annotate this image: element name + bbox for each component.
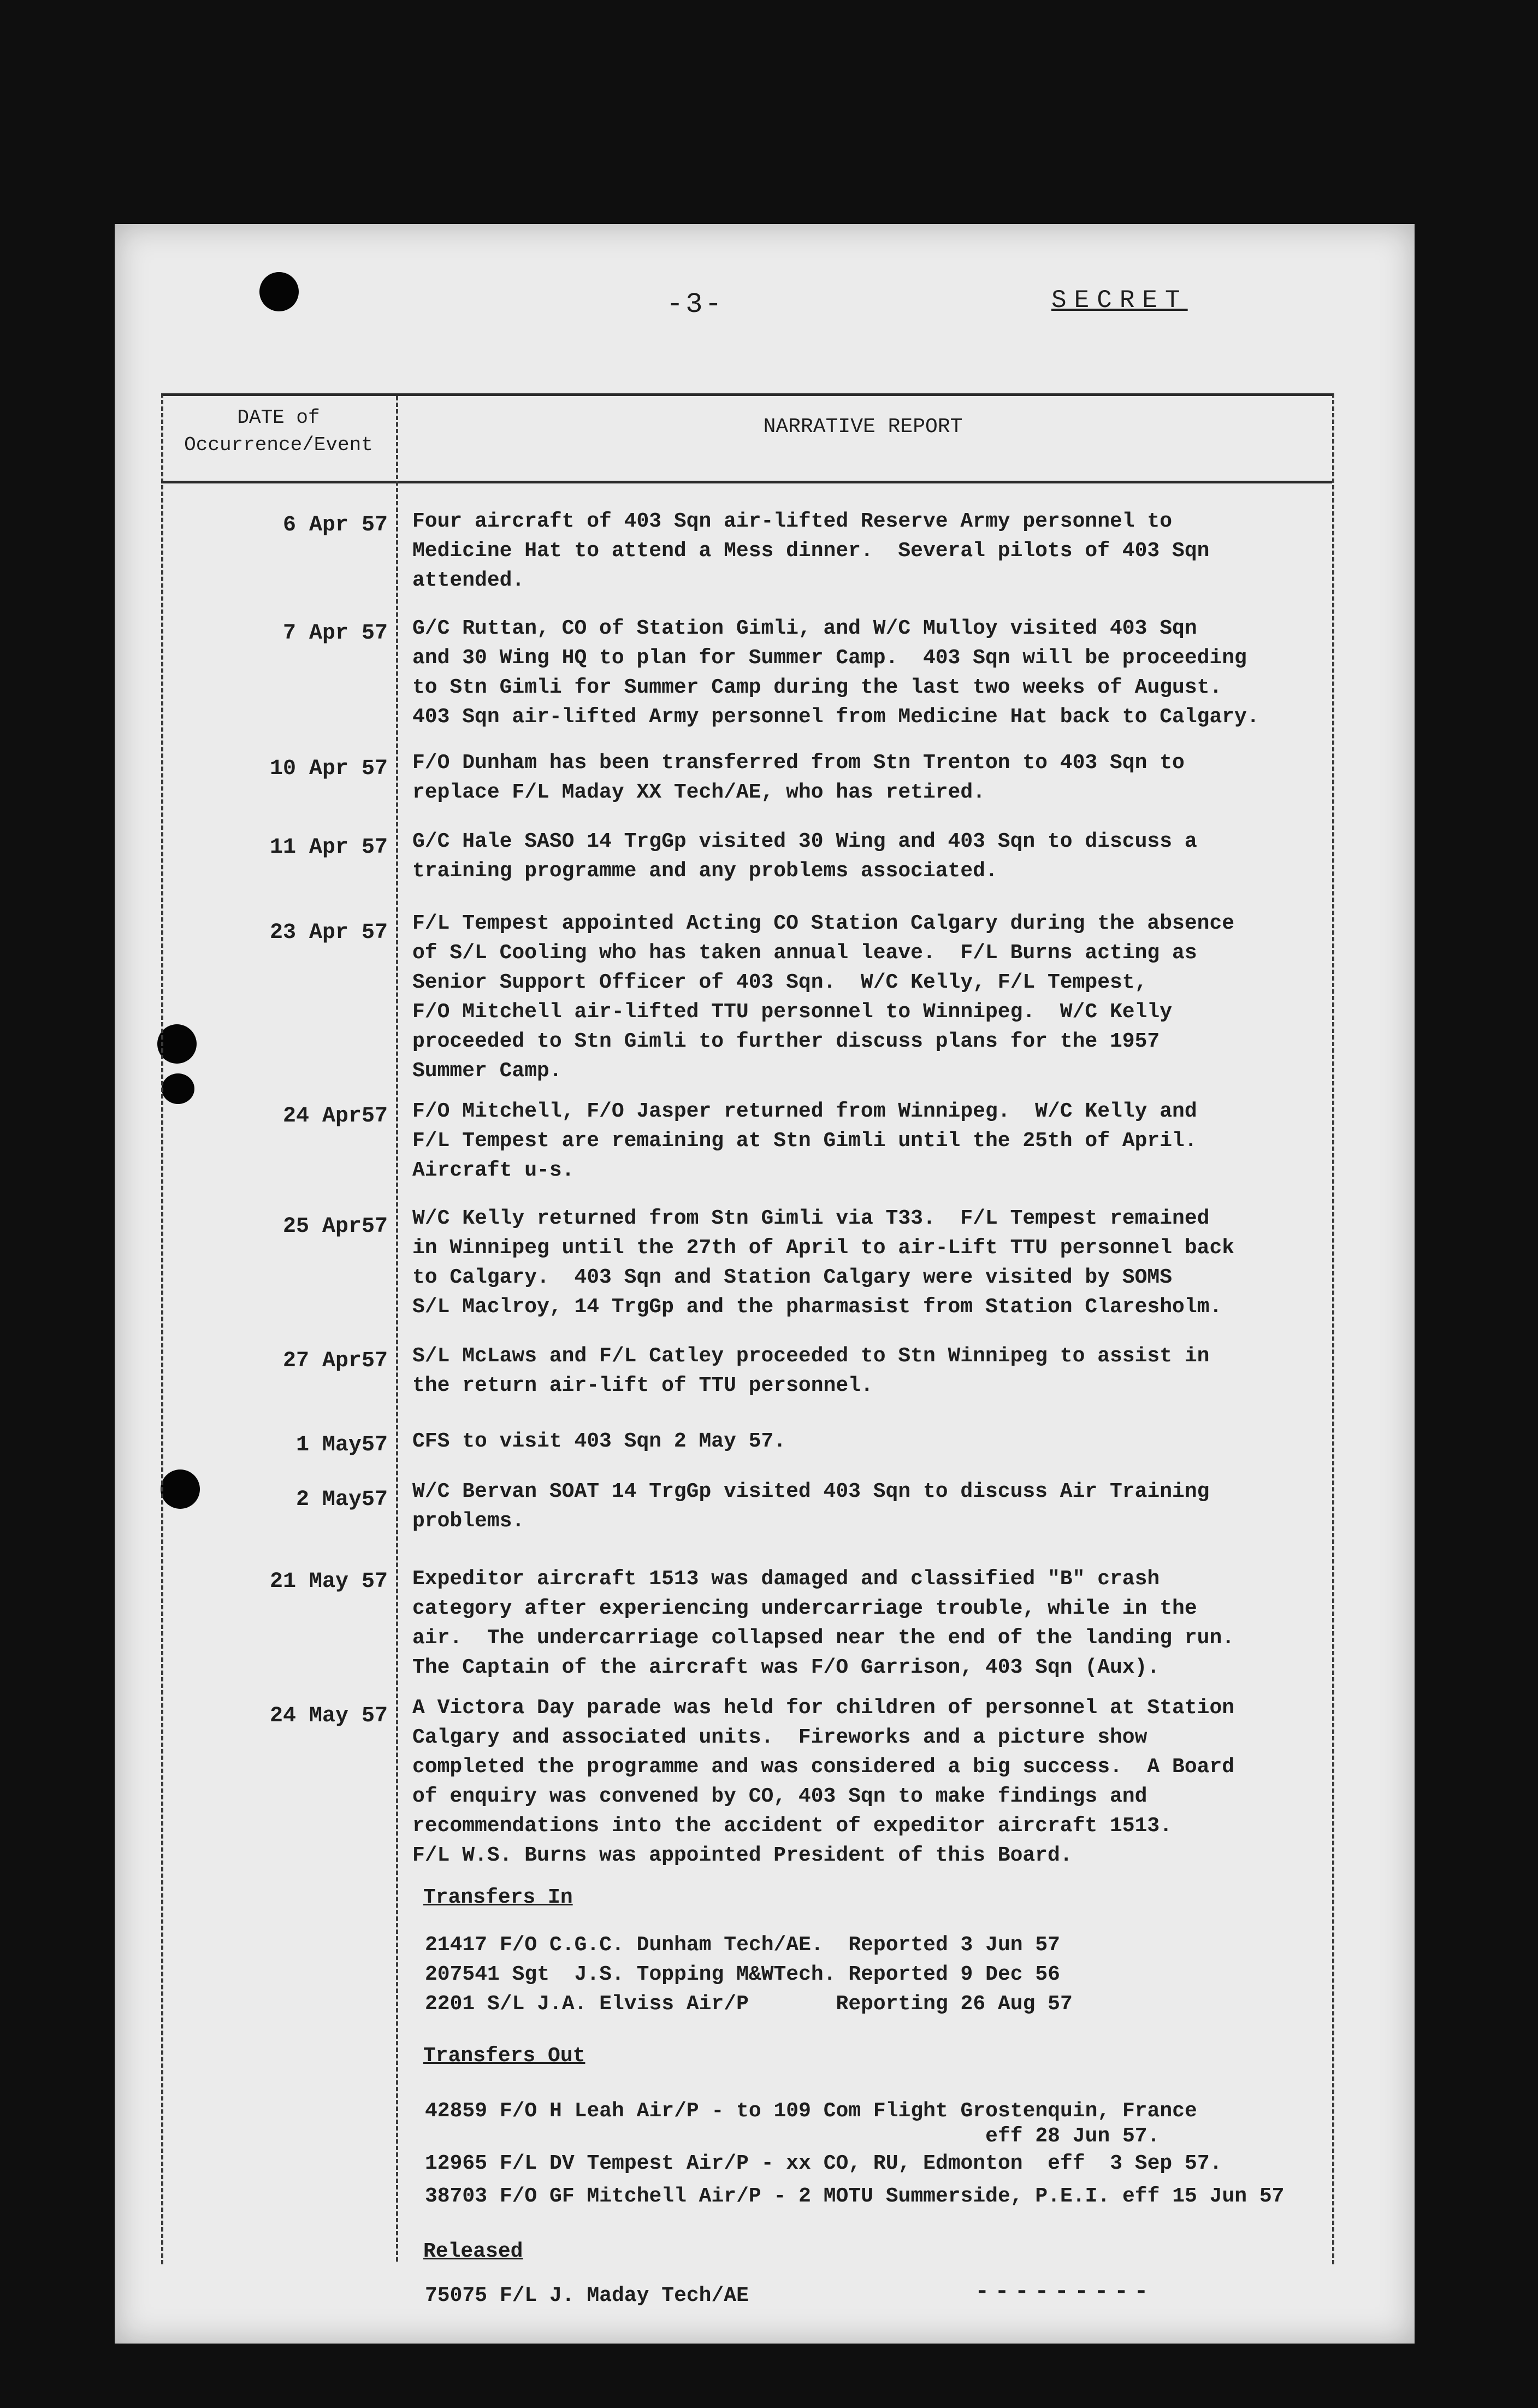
- entry-narrative: W/C Kelly returned from Stn Gimli via T33. F/L Tempest remained in Winnipeg until the 27th of April to air-Lift TTU personnel back to Calgary. 403 Sqn and Station Calgary were visited by SOMS S/L Maclroy, 14 TrgGp and the pharmasist from Station Claresholm.: [412, 1207, 1235, 1319]
- narrative-column-header: NARRATIVE REPORT: [763, 415, 963, 439]
- transfers-out-heading: Transfers Out: [423, 2044, 585, 2068]
- date-column-header: DATE of Occurrence/Event: [184, 406, 373, 456]
- entry-date: 11 Apr 57: [269, 835, 388, 860]
- entry-date: 21 May 57: [269, 1569, 388, 1594]
- entry-narrative: F/O Dunham has been transferred from Stn Trenton to 403 Sqn to replace F/L Maday XX Tech/AE, who has retired.: [412, 751, 1185, 804]
- entry-date: 7 Apr 57: [282, 621, 388, 646]
- entry-narrative: G/C Ruttan, CO of Station Gimli, and W/C Mulloy visited 403 Sqn and 30 Wing HQ to plan for Summer Camp. 403 Sqn will be proceeding to Stn Gimli for Summer Camp during the last two weeks of August. 403 Sqn air-lifted Army personnel from Medicine Hat back to Calgary.: [412, 617, 1259, 729]
- entry-date: 10 Apr 57: [269, 757, 388, 781]
- transfer-out-row: eff 28 Jun 57.: [425, 2124, 1160, 2148]
- released-heading: Released: [423, 2240, 523, 2263]
- entry-date: 24 Apr57: [282, 1104, 388, 1129]
- transfer-out-row: 12965 F/L DV Tempest Air/P - xx CO, RU, Edmonton eff 3 Sep 57.: [425, 2152, 1222, 2175]
- entry-date: 23 Apr 57: [269, 920, 388, 945]
- end-of-report-mark: ---------: [975, 2278, 1154, 2305]
- transfer-in-row: 207541 Sgt J.S. Topping M&WTech. Reported 9 Dec 56: [425, 1963, 1060, 1986]
- entry-date: 27 Apr57: [282, 1349, 388, 1373]
- entry-narrative: W/C Bervan SOAT 14 TrgGp visited 403 Sqn to discuss Air Training problems.: [412, 1480, 1210, 1533]
- punch-hole: [259, 272, 299, 311]
- entry-narrative: Four aircraft of 403 Sqn air-lifted Reserve Army personnel to Medicine Hat to attend a Mess dinner. Several pilots of 403 Sqn attended.: [412, 510, 1210, 592]
- entry-date: 6 Apr 57: [282, 513, 388, 538]
- entry-narrative: F/L Tempest appointed Acting CO Station Calgary during the absence of S/L Cooling who has taken annual leave. F/L Burns acting as Senior Support Officer of 403 Sqn. W/C Kelly, F/L Tempest, F/O Mitchell air-lifted TTU personnel to Winnipeg. W/C Kelly proceeded to Stn Gimli to further discuss plans for the 1957 Summer Camp.: [412, 912, 1235, 1083]
- transfer-out-row: 38703 F/O GF Mitchell Air/P - 2 MOTU Summerside, P.E.I. eff 15 Jun 57: [425, 2185, 1285, 2208]
- entry-narrative: G/C Hale SASO 14 TrgGp visited 30 Wing and 403 Sqn to discuss a training programme and any problems associated.: [412, 830, 1197, 883]
- entry-date: 1 May57: [295, 1433, 388, 1457]
- transfer-in-row: 21417 F/O C.G.C. Dunham Tech/AE. Reported 3 Jun 57: [425, 1933, 1060, 1957]
- entry-narrative: CFS to visit 403 Sqn 2 May 57.: [412, 1430, 786, 1453]
- entry-date: 24 May 57: [269, 1704, 388, 1728]
- entry-narrative: F/O Mitchell, F/O Jasper returned from Winnipeg. W/C Kelly and F/L Tempest are remaining at Stn Gimli until the 25th of April. Aircraft u-s.: [412, 1100, 1197, 1182]
- entry-date: 2 May57: [295, 1488, 388, 1512]
- entry-narrative: S/L McLaws and F/L Catley proceeded to Stn Winnipeg to assist in the return air-lift of TTU personnel.: [412, 1344, 1210, 1397]
- released-row: 75075 F/L J. Maday Tech/AE: [425, 2284, 749, 2307]
- entry-date: 25 Apr57: [282, 1214, 388, 1239]
- entry-narrative: A Victora Day parade was held for children of personnel at Station Calgary and associated units. Fireworks and a picture show completed the programme and was considered a big success. A Board of enquiry was convened by CO, 403 Sqn to make findings and recommendations into the accident of expeditor aircraft 1513. F/L W.S. Burns was appointed President of this Board.: [412, 1696, 1235, 1867]
- column-divider: [396, 396, 398, 2262]
- transfer-in-row: 2201 S/L J.A. Elviss Air/P Reporting 26 Aug 57: [425, 1992, 1073, 2016]
- transfer-out-row: 42859 F/O H Leah Air/P - to 109 Com Flight Grostenquin, France: [425, 2099, 1197, 2123]
- page-number: -3-: [666, 288, 724, 321]
- security-classification: SECRET: [1051, 286, 1188, 315]
- transfers-in-heading: Transfers In: [423, 1886, 573, 1909]
- header-divider: [161, 481, 1332, 483]
- entry-narrative: Expeditor aircraft 1513 was damaged and classified "B" crash category after experiencing undercarriage trouble, while in the air. The undercarriage collapsed near the end of the landing run. The Captain of the aircraft was F/O Garrison, 403 Sqn (Aux).: [412, 1567, 1235, 1679]
